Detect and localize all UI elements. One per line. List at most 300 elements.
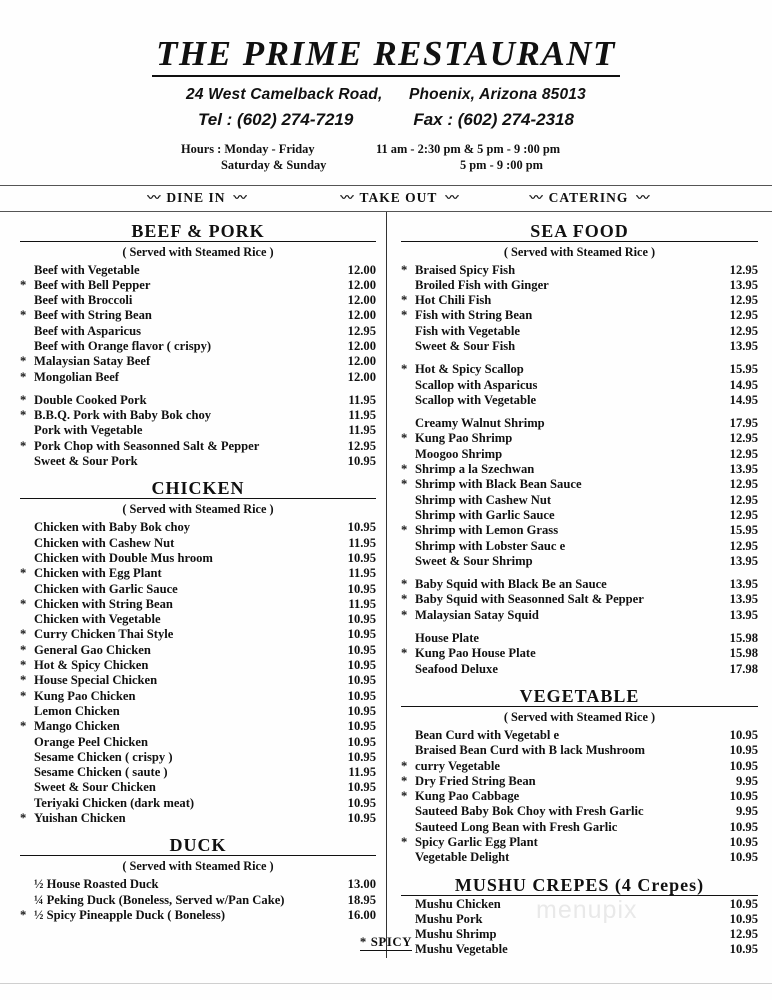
menu-item-name: Kung Pao Shrimp xyxy=(415,431,513,446)
menu-item-name: Beef with Vegetable xyxy=(34,262,140,277)
section-header xyxy=(401,221,758,243)
menu-item-row[interactable] xyxy=(401,789,758,804)
menu-item-name: ¼ Peking Duck (Boneless, Served w/Pan Cake) xyxy=(34,892,285,907)
menu-item-row[interactable] xyxy=(20,689,376,704)
item-group-gap xyxy=(401,408,758,416)
menu-item-row[interactable] xyxy=(401,493,758,508)
service-option-take-out[interactable] xyxy=(301,189,496,208)
section-rule xyxy=(20,241,376,242)
menu-item-price: 17.98 xyxy=(729,661,758,676)
spicy-star-icon: * xyxy=(20,566,27,581)
menu-item-name: Double Cooked Pork xyxy=(34,392,147,407)
spicy-star-icon: * xyxy=(20,658,27,673)
menu-item-row[interactable] xyxy=(401,804,758,819)
menu-item-row[interactable] xyxy=(401,324,758,339)
menu-item-name: Beef with Orange flavor ( crispy) xyxy=(34,338,212,353)
menu-item-price: 10.95 xyxy=(347,612,376,627)
menu-item-name: Mushu Chicken xyxy=(415,896,501,911)
menu-item-row[interactable] xyxy=(401,447,758,462)
menu-item-price: 11.95 xyxy=(348,566,376,581)
menu-item-name: Hot & Spicy Scallop xyxy=(415,362,524,377)
menu-item-row[interactable] xyxy=(401,662,758,677)
menu-item-name: curry Vegetable xyxy=(415,758,500,773)
menu-item-row[interactable] xyxy=(401,835,758,850)
menu-item-row[interactable] xyxy=(401,293,758,308)
menu-item-row[interactable] xyxy=(401,631,758,646)
section-header xyxy=(401,686,758,708)
address-line xyxy=(0,86,772,104)
menu-column-right xyxy=(386,212,772,958)
service-label-catering: CATERING xyxy=(548,190,629,205)
menu-item-row[interactable] xyxy=(20,520,376,535)
menu-item-price: 10.95 xyxy=(347,627,376,642)
hours-value-weekday: 11 am - 2:30 pm & 5 pm - 9 :00 pm xyxy=(376,141,561,156)
spicy-star-icon: * xyxy=(401,577,408,592)
menu-item-name: Beef with Bell Pepper xyxy=(34,277,151,292)
menu-item-row[interactable] xyxy=(401,523,758,538)
menu-item-row[interactable] xyxy=(401,362,758,377)
menu-item-row[interactable] xyxy=(401,378,758,393)
menu-item-price: 10.95 xyxy=(347,642,376,657)
menu-item-row[interactable] xyxy=(20,278,376,293)
menu-item-row[interactable] xyxy=(20,354,376,369)
menu-item-row[interactable] xyxy=(20,551,376,566)
menu-item-row[interactable] xyxy=(20,719,376,734)
hours-value-weekend: 5 pm - 9 :00 pm xyxy=(460,158,543,173)
menu-item-name: Beef with String Bean xyxy=(34,308,152,323)
menu-item-name: Mongolian Beef xyxy=(34,369,120,384)
section-title: VEGETABLE xyxy=(513,686,647,706)
spicy-legend-text: * SPICY xyxy=(359,935,413,949)
menu-item-name: Orange Peel Chicken xyxy=(34,734,149,749)
menu-item-price: 12.95 xyxy=(729,507,758,522)
spicy-star-icon: * xyxy=(401,646,408,661)
telephone-number: Tel : (602) 274-7219 xyxy=(198,109,354,129)
menu-item-price: 10.95 xyxy=(347,795,376,810)
menu-item-price: 12.95 xyxy=(729,477,758,492)
page-title: THE PRIME RESTAURANT xyxy=(152,36,620,77)
menu-item-price: 10.95 xyxy=(729,819,758,834)
menu-item-price: 10.95 xyxy=(729,789,758,804)
menu-item-price: 10.95 xyxy=(729,896,758,911)
menu-item-row[interactable] xyxy=(401,278,758,293)
menu-item-name: Shrimp with Lobster Sauc e xyxy=(415,538,566,553)
menu-item-name: Kung Pao House Plate xyxy=(415,646,536,661)
menu-item-name: Scallop with Asparicus xyxy=(415,377,538,392)
menu-item-price: 13.95 xyxy=(729,607,758,622)
section-subtitle: ( Served with Steamed Rice ) xyxy=(503,244,656,259)
section-subtitle: ( Served with Steamed Rice ) xyxy=(503,709,656,724)
menu-item-price: 10.95 xyxy=(347,749,376,764)
menu-item-name: Dry Fried String Bean xyxy=(415,773,536,788)
menu-item-row[interactable] xyxy=(20,582,376,597)
spicy-star-icon: * xyxy=(401,523,408,538)
menu-item-name: Mushu Pork xyxy=(415,911,483,926)
hours-label-weekend: Saturday & Sunday xyxy=(221,158,327,173)
menu-item-price: 10.95 xyxy=(347,454,376,469)
menu-item-row[interactable] xyxy=(20,597,376,612)
menu-item-price: 13.95 xyxy=(729,338,758,353)
menu-item-price: 11.95 xyxy=(348,392,376,407)
menu-item-row[interactable] xyxy=(20,393,376,408)
menu-item-name: Kung Pao Cabbage xyxy=(415,789,520,804)
menu-item-price: 15.95 xyxy=(729,523,758,538)
menu-item-price: 10.95 xyxy=(347,520,376,535)
menupix-watermark: menupix xyxy=(536,896,638,924)
menu-item-price: 13.00 xyxy=(347,877,376,892)
menu-item-price: 10.95 xyxy=(729,727,758,742)
menu-item-price: 12.95 xyxy=(729,492,758,507)
menu-item-price: 10.95 xyxy=(347,688,376,703)
menu-item-list xyxy=(20,263,376,470)
address-city: Phoenix, Arizona 85013 xyxy=(408,85,586,103)
menu-item-row[interactable] xyxy=(401,477,758,492)
menu-item-row[interactable] xyxy=(20,811,376,826)
fax-number: Fax : (602) 274-2318 xyxy=(413,109,574,129)
menu-item-price: 15.98 xyxy=(729,646,758,661)
menu-item-name: Sweet & Sour Chicken xyxy=(34,780,156,795)
menu-item-row[interactable] xyxy=(20,796,376,811)
menu-item-name: House Special Chicken xyxy=(34,673,158,688)
menu-item-price: 10.95 xyxy=(347,673,376,688)
menu-item-name: General Gao Chicken xyxy=(34,642,151,657)
menu-item-price: 12.00 xyxy=(347,308,376,323)
menu-item-row[interactable] xyxy=(20,704,376,719)
spicy-star-icon: * xyxy=(401,607,408,622)
item-group-gap xyxy=(401,354,758,362)
menu-item-price: 15.95 xyxy=(729,362,758,377)
menu-item-row[interactable] xyxy=(20,612,376,627)
menu-item-name: Moogoo Shrimp xyxy=(415,446,503,461)
menu-item-list xyxy=(20,877,376,923)
section-rule xyxy=(401,706,758,707)
menu-item-name: Sesame Chicken ( saute ) xyxy=(34,765,168,780)
spicy-star-icon: * xyxy=(20,673,27,688)
menu-item-price: 12.95 xyxy=(729,308,758,323)
menu-item-name: Shrimp a la Szechwan xyxy=(415,462,535,477)
spicy-star-icon: * xyxy=(20,719,27,734)
menu-item-name: Malaysian Satay Squid xyxy=(415,607,539,622)
menu-item-name: Shrimp with Black Bean Sauce xyxy=(415,477,582,492)
menu-item-price: 16.00 xyxy=(347,907,376,922)
menu-item-row[interactable] xyxy=(20,370,376,385)
section-subtitle: ( Served with Steamed Rice ) xyxy=(122,859,274,874)
section-subtitle: ( Served with Steamed Rice ) xyxy=(122,502,274,517)
spicy-star-icon: * xyxy=(20,354,27,369)
spicy-star-icon: * xyxy=(20,308,27,323)
menu-item-price: 10.95 xyxy=(347,550,376,565)
menu-item-name: Beef with Asparicus xyxy=(34,323,142,338)
menu-item-price: 10.95 xyxy=(729,743,758,758)
menu-item-row[interactable] xyxy=(401,850,758,865)
spicy-star-icon: * xyxy=(401,789,408,804)
service-option-dine-in[interactable] xyxy=(91,189,301,208)
menu-item-name: Pork with Vegetable xyxy=(34,423,143,438)
menu-item-row[interactable] xyxy=(20,439,376,454)
menu-item-price: 14.95 xyxy=(729,377,758,392)
squiggle-icon: 〰 xyxy=(529,189,541,205)
menu-item-name: Hot Chili Fish xyxy=(415,293,492,308)
spicy-star-icon: * xyxy=(20,408,27,423)
menu-item-name: Pork Chop with Seasonned Salt & Pepper xyxy=(34,438,260,453)
menu-item-price: 10.95 xyxy=(729,758,758,773)
squiggle-icon: 〰 xyxy=(445,189,457,205)
spicy-star-icon: * xyxy=(20,596,27,611)
menu-item-price: 13.95 xyxy=(729,553,758,568)
menu-item-name: Chicken with Double Mus hroom xyxy=(34,550,213,565)
menu-item-list xyxy=(20,520,376,826)
menu-item-name: Mushu Shrimp xyxy=(415,927,497,942)
menu-item-name: Sesame Chicken ( crispy ) xyxy=(34,749,173,764)
section-rule xyxy=(20,855,376,856)
spicy-star-icon: * xyxy=(401,262,408,277)
section-header xyxy=(20,478,376,500)
menu-item-name: Yuishan Chicken xyxy=(34,811,126,825)
menu-item-name: Chicken with Egg Plant xyxy=(34,566,162,581)
menu-item-price: 13.95 xyxy=(729,592,758,607)
menu-item-price: 12.00 xyxy=(347,262,376,277)
menu-item-name: Sweet & Sour Fish xyxy=(415,338,516,353)
menu-item-list xyxy=(401,263,758,677)
menu-item-price: 10.95 xyxy=(347,719,376,734)
menu-item-row[interactable] xyxy=(20,735,376,750)
menu-item-name: Chicken with Garlic Sauce xyxy=(34,581,178,596)
hours-label-weekday: Hours : Monday - Friday xyxy=(181,141,315,156)
menu-item-row[interactable] xyxy=(20,308,376,323)
menu-item-row[interactable] xyxy=(401,554,758,569)
menu-item-price: 10.95 xyxy=(729,850,758,865)
spicy-star-icon: * xyxy=(20,688,27,703)
menu-item-price: 12.95 xyxy=(729,293,758,308)
menu-item-row[interactable] xyxy=(20,339,376,354)
menu-item-price: 11.95 xyxy=(348,408,376,423)
menu-item-name: Fish with Vegetable xyxy=(415,323,520,338)
menu-item-row[interactable] xyxy=(401,592,758,607)
spicy-legend xyxy=(0,935,772,950)
menu-item-price: 12.95 xyxy=(729,262,758,277)
menu-item-row[interactable] xyxy=(401,508,758,523)
menu-item-price: 10.95 xyxy=(347,780,376,795)
spicy-star-icon: * xyxy=(20,369,27,384)
menu-item-row[interactable] xyxy=(20,627,376,642)
menu-item-name: Curry Chicken Thai Style xyxy=(34,627,174,642)
menu-item-price: 12.00 xyxy=(347,277,376,292)
menu-item-price: 12.95 xyxy=(347,323,376,338)
section-header xyxy=(20,221,376,243)
menu-item-name: Teriyaki Chicken (dark meat) xyxy=(34,795,195,810)
menu-item-name: Sweet & Sour Pork xyxy=(34,454,138,469)
menu-item-row[interactable] xyxy=(401,416,758,431)
menu-section-seafood xyxy=(401,221,758,677)
squiggle-icon: 〰 xyxy=(636,189,648,205)
menu-item-name: Malaysian Satay Beef xyxy=(34,354,151,369)
menu-item-name: Lemon Chicken xyxy=(34,703,120,718)
menu-item-row[interactable] xyxy=(20,454,376,469)
section-header xyxy=(20,835,376,857)
spicy-star-icon: * xyxy=(401,835,408,849)
menu-item-price: 12.95 xyxy=(729,538,758,553)
menu-item-name: ½ House Roasted Duck xyxy=(34,877,159,892)
service-label-dine-in: DINE IN xyxy=(166,190,226,205)
menu-item-row[interactable] xyxy=(401,728,758,743)
menu-item-row[interactable] xyxy=(401,820,758,835)
menu-item-name: Shrimp with Garlic Sauce xyxy=(415,507,555,522)
menu-item-row[interactable] xyxy=(401,462,758,477)
menu-item-row[interactable] xyxy=(401,646,758,661)
menu-item-price: 11.95 xyxy=(348,535,376,550)
menu-item-row[interactable] xyxy=(401,743,758,758)
item-group-gap xyxy=(401,569,758,577)
bottom-divider xyxy=(0,983,772,984)
menu-item-price: 12.00 xyxy=(347,354,376,369)
menu-item-row[interactable] xyxy=(20,536,376,551)
menu-section-duck xyxy=(20,835,376,923)
menu-item-price: 11.95 xyxy=(348,596,376,611)
menu-item-price: 10.95 xyxy=(729,911,758,926)
menu-item-name: Vegetable Delight xyxy=(415,850,510,865)
menu-item-row[interactable] xyxy=(20,408,376,423)
menu-item-row[interactable] xyxy=(20,877,376,892)
service-option-catering[interactable] xyxy=(496,189,681,208)
menu-item-name: Shrimp with Cashew Nut xyxy=(415,492,552,507)
item-group-gap xyxy=(401,623,758,631)
menu-item-price: 10.95 xyxy=(729,942,758,957)
menu-item-row[interactable] xyxy=(20,893,376,908)
spicy-star-icon: * xyxy=(401,293,408,308)
menu-item-name: Beef with Broccoli xyxy=(34,293,133,308)
menu-item-price: 10.95 xyxy=(347,581,376,596)
menu-item-price: 11.95 xyxy=(348,765,376,780)
menu-item-price: 12.95 xyxy=(347,438,376,453)
hours-values xyxy=(376,141,591,174)
menu-item-name: Fish with String Bean xyxy=(415,308,533,323)
service-label-take-out: TAKE OUT xyxy=(359,190,438,205)
menu-item-price: 18.95 xyxy=(347,892,376,907)
menu-item-name: House Plate xyxy=(415,631,480,646)
menu-item-row[interactable] xyxy=(20,324,376,339)
menu-item-row[interactable] xyxy=(20,263,376,278)
spicy-star-icon: * xyxy=(20,392,27,407)
squiggle-icon: 〰 xyxy=(233,189,245,205)
menu-item-price: 13.95 xyxy=(729,577,758,592)
menu-item-row[interactable] xyxy=(401,608,758,623)
menu-item-name: Broiled Fish with Ginger xyxy=(415,277,549,292)
menu-item-row[interactable] xyxy=(401,897,758,912)
menu-item-price: 10.95 xyxy=(347,734,376,749)
squiggle-icon: 〰 xyxy=(147,189,159,205)
menu-item-price: 12.95 xyxy=(729,431,758,446)
menu-item-price: 13.95 xyxy=(729,277,758,292)
menu-item-name: Chicken with Cashew Nut xyxy=(34,535,175,550)
menu-item-price: 10.95 xyxy=(347,658,376,673)
spicy-star-icon: * xyxy=(401,592,408,607)
menu-item-name: Chicken with Vegetable xyxy=(34,612,161,627)
hours-block xyxy=(0,141,772,174)
menu-item-name: Sweet & Sour Shrimp xyxy=(415,553,533,568)
menu-item-row[interactable] xyxy=(20,423,376,438)
menu-item-price: 12.95 xyxy=(729,927,758,942)
spicy-star-icon: * xyxy=(401,308,408,323)
menu-item-name: Bean Curd with Vegetabl e xyxy=(415,727,560,742)
section-title: CHICKEN xyxy=(144,478,251,498)
section-title: MUSHU CREPES (4 Crepes) xyxy=(448,875,711,895)
menu-item-name: Chicken with String Bean xyxy=(34,596,173,611)
menu-item-row[interactable] xyxy=(401,759,758,774)
spicy-star-icon: * xyxy=(20,907,27,922)
menu-item-row[interactable] xyxy=(401,912,758,927)
menu-item-name: Chicken with Baby Bok choy xyxy=(34,520,191,535)
menu-item-price: 14.95 xyxy=(729,392,758,407)
section-title: BEEF & PORK xyxy=(124,221,271,241)
menu-item-row[interactable] xyxy=(401,263,758,278)
menu-item-price: 12.95 xyxy=(729,323,758,338)
menu-item-price: 11.95 xyxy=(348,423,376,438)
menu-item-name: Shrimp with Lemon Grass xyxy=(415,523,559,538)
service-options-bar xyxy=(0,185,772,212)
menu-item-row[interactable] xyxy=(401,339,758,354)
squiggle-icon: 〰 xyxy=(340,189,352,205)
menu-item-row[interactable] xyxy=(20,750,376,765)
spicy-star-icon: * xyxy=(401,758,408,773)
menu-item-name: ½ Spicy Pineapple Duck ( Boneless) xyxy=(34,907,226,922)
menu-item-row[interactable] xyxy=(20,658,376,673)
section-subtitle: ( Served with Steamed Rice ) xyxy=(122,244,274,259)
menu-column-left xyxy=(0,212,386,958)
section-title: SEA FOOD xyxy=(523,221,636,241)
menu-item-row[interactable] xyxy=(20,780,376,795)
menu-item-row[interactable] xyxy=(20,566,376,581)
menu-item-name: Mango Chicken xyxy=(34,719,120,734)
menu-item-row[interactable] xyxy=(401,431,758,446)
spicy-star-icon: * xyxy=(20,277,27,292)
menu-item-name: B.B.Q. Pork with Baby Bok choy xyxy=(34,408,212,423)
menu-item-row[interactable] xyxy=(20,293,376,308)
menu-item-price: 10.95 xyxy=(729,835,758,849)
menu-item-name: Scallop with Vegetable xyxy=(415,392,537,407)
menu-item-name: Braised Bean Curd with B lack Mushroom xyxy=(415,743,645,758)
menu-item-price: 12.00 xyxy=(347,338,376,353)
menu-section-chicken xyxy=(20,478,376,826)
menu-item-row[interactable] xyxy=(20,765,376,780)
spicy-star-icon: * xyxy=(401,462,408,477)
menu-item-row[interactable] xyxy=(20,908,376,923)
section-rule xyxy=(20,498,376,499)
menu-item-name: Kung Pao Chicken xyxy=(34,688,136,703)
menu-item-row[interactable] xyxy=(20,643,376,658)
spicy-star-icon: * xyxy=(20,642,27,657)
menu-item-row[interactable] xyxy=(20,673,376,688)
spicy-star-icon: * xyxy=(401,477,408,492)
menu-item-price: 12.00 xyxy=(347,293,376,308)
menu-section-vegetable xyxy=(401,686,758,866)
spicy-star-icon: * xyxy=(20,811,27,825)
address-street: 24 West Camelback Road, xyxy=(186,85,383,103)
menu-item-name: Creamy Walnut Shrimp xyxy=(415,416,545,431)
menu-item-row[interactable] xyxy=(401,539,758,554)
menu-item-price: 12.95 xyxy=(729,446,758,461)
menu-item-row[interactable] xyxy=(401,393,758,408)
menu-item-price: 9.95 xyxy=(735,773,758,788)
menu-item-row[interactable] xyxy=(401,577,758,592)
menu-item-name: Baby Squid with Black Be an Sauce xyxy=(415,577,607,592)
spicy-star-icon: * xyxy=(401,362,408,377)
menu-item-row[interactable] xyxy=(401,308,758,323)
menu-item-price: 12.00 xyxy=(347,369,376,384)
menu-item-row[interactable] xyxy=(401,774,758,789)
contact-line xyxy=(0,110,772,130)
spicy-star-icon: * xyxy=(20,438,27,453)
menu-item-name: Sauteed Long Bean with Fresh Garlic xyxy=(415,819,618,834)
